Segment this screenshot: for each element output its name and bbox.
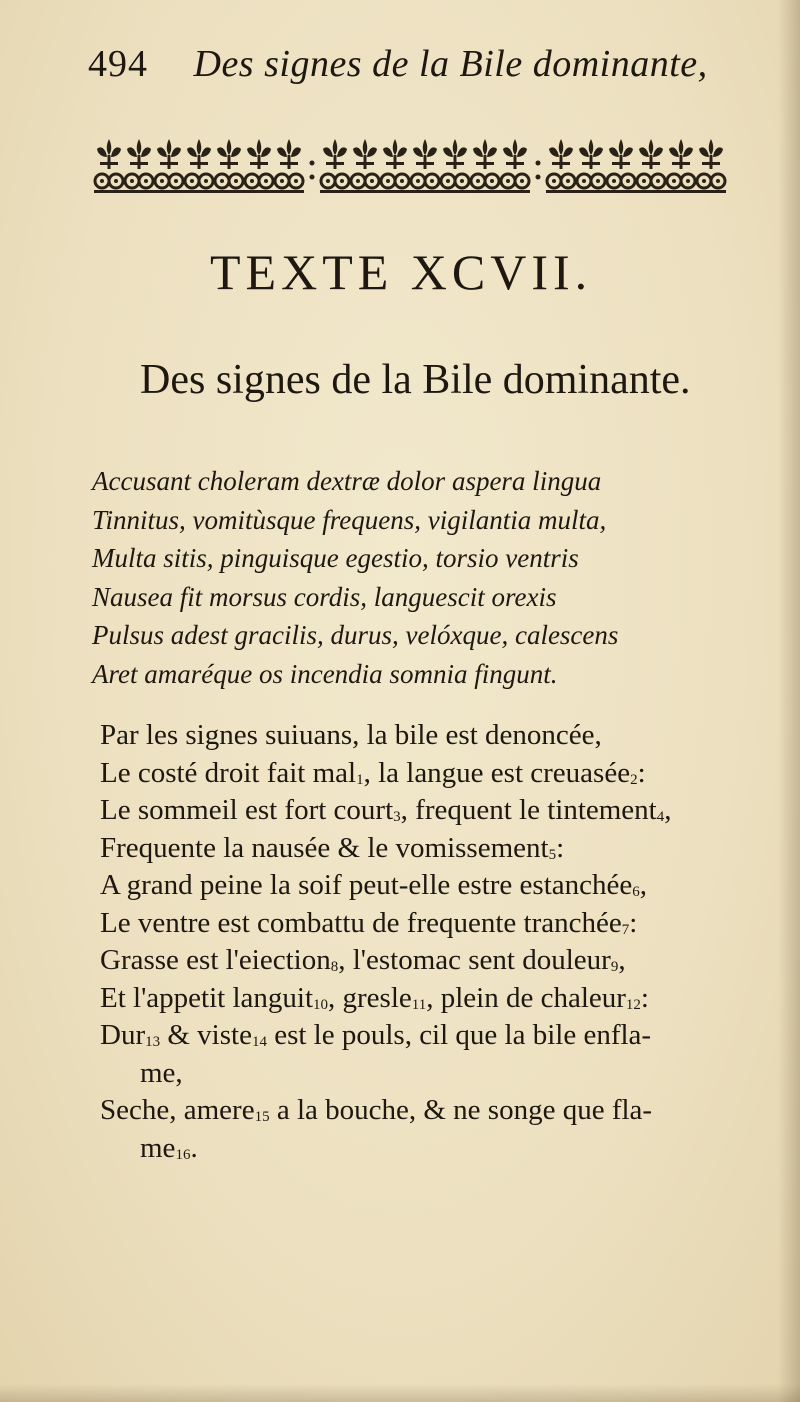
fleuron-icon — [320, 139, 350, 193]
fleuron-icon — [350, 139, 380, 193]
french-line — [100, 1130, 780, 1168]
page-edge-shadow-bottom — [0, 1384, 800, 1402]
fleuron-icon — [274, 139, 304, 193]
french-line-text: Le sommeil est fort court — [100, 794, 394, 826]
footnote-marker: 10 — [313, 996, 329, 1013]
fleuron-icon — [666, 139, 696, 193]
latin-line: Multa sitis, pinguisque egestio, torsio ventris — [92, 543, 579, 573]
french-verse — [100, 717, 780, 1167]
french-line-text: Le ventre est combattu de frequente tranchée — [100, 906, 622, 939]
footnote-marker: 5 — [548, 846, 557, 863]
french-line-text: : — [629, 906, 638, 939]
fleuron-icon — [440, 139, 470, 193]
french-line — [100, 942, 780, 980]
footnote-marker: 14 — [251, 1034, 267, 1050]
texte-title: TEXTE XCVII. — [210, 244, 593, 300]
footnote-marker: 1 — [356, 771, 364, 788]
ornament-separator — [536, 161, 541, 180]
footnote-marker: 11 — [411, 996, 427, 1013]
french-line-text: . — [190, 1131, 198, 1164]
footnote-marker: 16 — [175, 1146, 191, 1163]
footnote-marker: 13 — [145, 1034, 161, 1050]
french-line-text: me — [140, 1131, 176, 1164]
french-line — [100, 830, 780, 868]
footnote-marker: 4 — [656, 809, 665, 825]
french-line-text: , l'estomac sent douleur — [338, 944, 611, 976]
page-edge-shadow-right — [778, 0, 800, 1402]
fleuron-icon — [500, 139, 530, 193]
french-line — [100, 717, 780, 755]
french-line-text: , gresle — [328, 981, 412, 1014]
footnote-marker: 15 — [254, 1109, 270, 1125]
fleuron-icon — [244, 139, 274, 193]
french-line-text: Seche, amere — [100, 1094, 255, 1126]
latin-line: Tinnitus, vomitùsque frequens, vigilantia multa, — [92, 504, 607, 535]
french-line-text: Le costé droit fait mal — [100, 756, 357, 789]
french-line — [100, 980, 780, 1018]
fleuron-icon — [380, 139, 410, 193]
french-line — [100, 1017, 780, 1055]
french-line-text: Par les signes suiuans, la bile est denoncée, — [100, 719, 602, 751]
french-line-text: a la bouche, & ne songe que fla- — [269, 1094, 653, 1126]
footnote-marker: 7 — [621, 921, 630, 938]
french-line — [100, 1092, 780, 1130]
fleuron-icon — [124, 139, 154, 193]
french-line-text: Frequente la nausée & le vomissement — [100, 831, 549, 864]
latin-line: Aret amaréque os incendia somnia fingunt. — [92, 658, 558, 689]
french-line-text: A grand peine la soif peut-elle estre estanchée — [100, 869, 633, 901]
french-line-text: , — [664, 794, 672, 826]
latin-line: Pulsus adest gracilis, durus, velóxque, calescens — [92, 620, 619, 650]
french-line — [100, 1055, 780, 1093]
fleuron-icon — [184, 139, 214, 193]
french-line-text: , plein de chaleur — [426, 981, 626, 1014]
french-line-text: : — [637, 756, 646, 789]
french-line-text: & viste — [160, 1019, 252, 1051]
fleuron-icon — [636, 139, 666, 193]
french-line-text: , la langue est creuasée — [363, 756, 631, 789]
latin-line: Nausea fit morsus cordis, languescit orexis — [92, 581, 557, 612]
running-head — [88, 36, 728, 92]
french-line-text: : — [556, 831, 565, 864]
section-title: Des signes de la Bile dominante. — [140, 357, 691, 403]
french-line-text: Grasse est l'eiection — [100, 944, 331, 976]
french-line — [100, 867, 780, 905]
footnote-marker: 12 — [625, 996, 641, 1013]
french-line-text: , frequent le tintement — [400, 794, 657, 826]
page-number: 494 — [88, 43, 148, 85]
fleuron-icon — [410, 139, 440, 193]
running-head-title: Des signes de la Bile dominante, — [193, 43, 708, 85]
latin-verse — [92, 462, 752, 693]
french-line-text: , — [639, 869, 647, 901]
footnote-marker: 3 — [393, 809, 401, 825]
fleuron-icon — [606, 139, 636, 193]
french-line-text: , — [618, 944, 626, 976]
french-line — [100, 755, 780, 793]
fleuron-icon — [546, 139, 576, 193]
fleuron-icon — [154, 139, 184, 193]
fleuron-icon — [470, 139, 500, 193]
footnote-marker: 6 — [632, 884, 640, 900]
ornament-separator — [310, 161, 315, 180]
fleuron-band-icon — [92, 135, 752, 199]
fleuron-icon — [94, 139, 124, 193]
latin-line: Accusant choleram dextræ dolor aspera lingua — [92, 466, 602, 496]
french-line-text: est le pouls, cil que la bile enfla- — [266, 1019, 652, 1051]
french-line — [100, 792, 780, 830]
french-line-text: Dur — [100, 1019, 146, 1051]
footnote-marker: 9 — [610, 959, 619, 975]
french-line-text: : — [640, 981, 649, 1014]
footnote-marker: 2 — [630, 771, 638, 788]
fleuron-icon — [696, 139, 726, 193]
fleuron-icon — [576, 139, 606, 193]
french-line-text: me, — [140, 1056, 183, 1089]
footnote-marker: 8 — [330, 959, 339, 975]
french-line-text: Et l'appetit languit — [100, 981, 314, 1014]
fleuron-icon — [214, 139, 244, 193]
french-line — [100, 905, 780, 943]
